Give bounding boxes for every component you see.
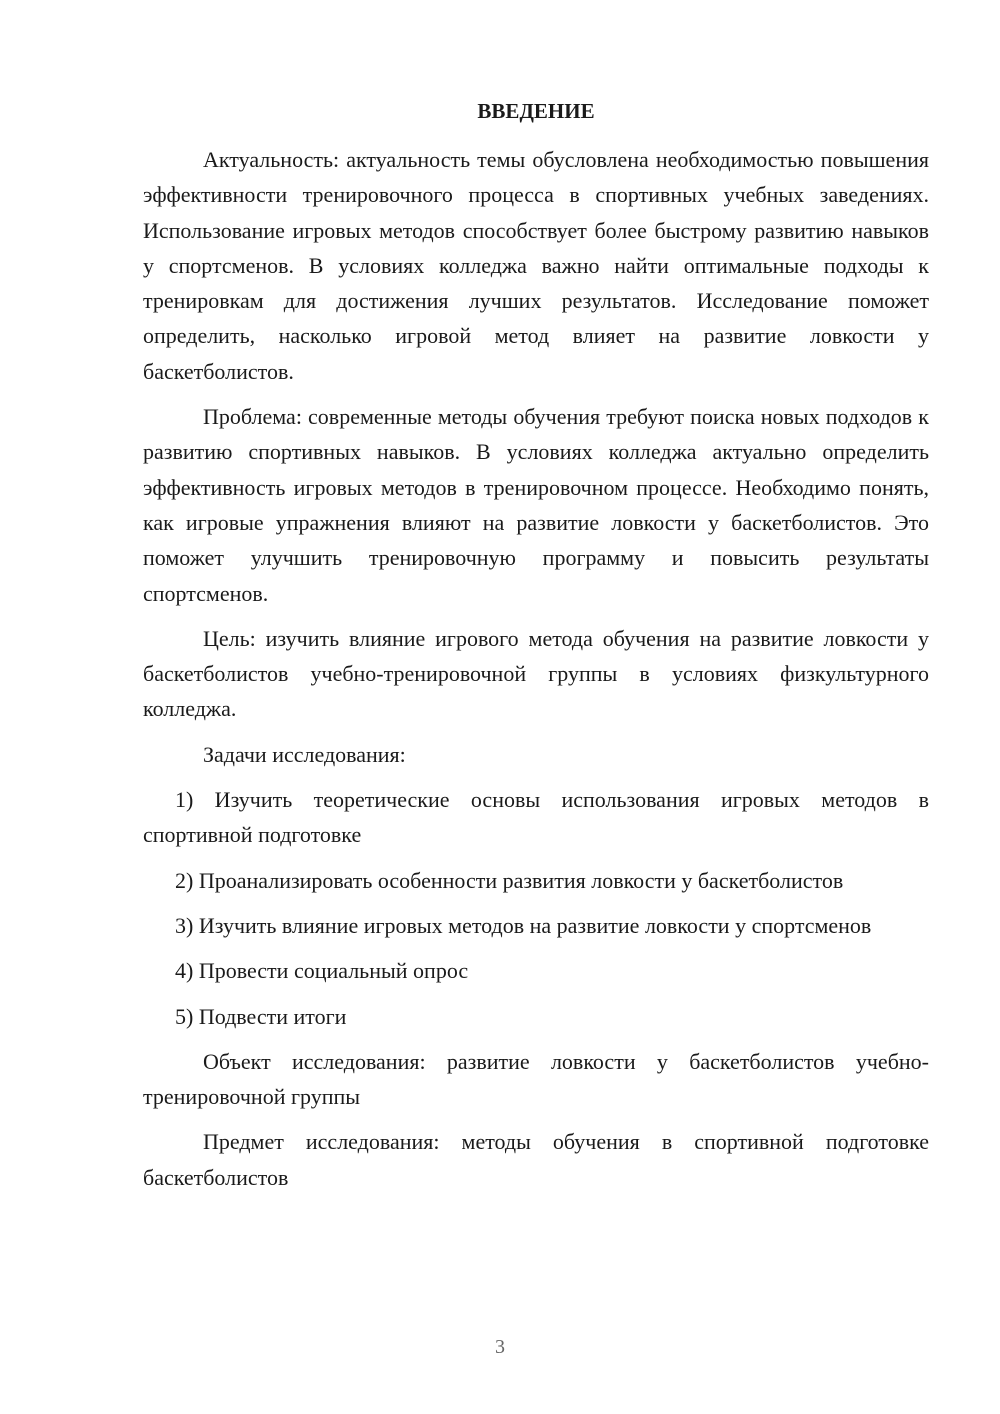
- paragraph-relevance: Актуальность: актуальность темы обусловлена необходимостью повышения эффективности тренировочного процесса в спортивных учебных заведениях. Использование игровых методов способствует более быстрому развитию навыков у спортсменов. В условиях колледжа важно найти оптимальные подходы к тренировкам для достижения лучших результатов. Исследование поможет определить, насколько игровой метод влияет на развитие ловкости у баскетболистов.: [143, 147, 929, 384]
- paragraph-subject: Предмет исследования: методы обучения в спортивной подготовке баскетболистов: [143, 1129, 929, 1190]
- paragraph-problem: Проблема: современные методы обучения требуют поиска новых подходов к развитию спортивных навыков. В условиях колледжа актуально определить эффективность игровых методов в тренировочном процессе. Необходимо понять, как игровые упражнения влияют на развитие ловкости у баскетболистов. Это поможет улучшить тренировочную программу и повысить результаты спортсменов.: [143, 404, 929, 606]
- document-body: [143, 142, 929, 1195]
- page-number: 3: [495, 1336, 505, 1358]
- paragraph-goal: Цель: изучить влияние игрового метода обучения на развитие ловкости у баскетболистов учебно-тренировочной группы в условиях физкультурного колледжа.: [143, 625, 929, 722]
- task-item: 3) Изучить влияние игровых методов на развитие ловкости у спортсменов: [175, 912, 872, 938]
- paragraph-object: Объект исследования: развитие ловкости у баскетболистов учебно-тренировочной группы: [143, 1048, 929, 1110]
- task-item: 5) Подвести итоги: [175, 1003, 347, 1029]
- task-item: 1) Изучить теоретические основы использования игровых методов в спортивной подготовке: [143, 787, 929, 848]
- page-title: ВВЕДЕНИЕ: [477, 99, 595, 123]
- paragraph-tasks-title: Задачи исследования:: [203, 741, 406, 767]
- task-item: 4) Провести социальный опрос: [175, 958, 469, 984]
- task-item: 2) Проанализировать особенности развития ловкости у баскетболистов: [175, 867, 844, 893]
